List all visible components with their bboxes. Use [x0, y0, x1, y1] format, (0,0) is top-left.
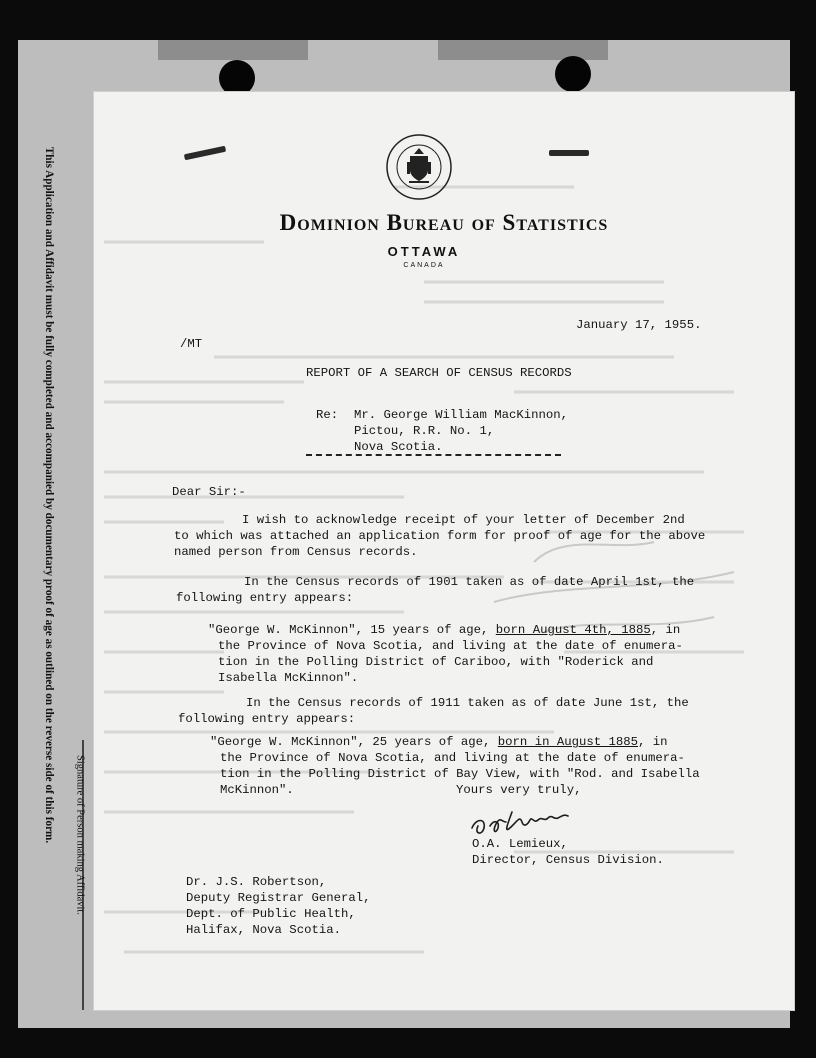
paragraph-line: following entry appears: [176, 591, 354, 605]
paragraph-line: following entry appears: [178, 712, 356, 726]
re-label: Re: [316, 408, 339, 422]
tape-strip [438, 40, 608, 60]
paper-clip-mark [549, 150, 589, 156]
entry-text: "George W. McKinnon", 25 years of age, [210, 735, 498, 749]
paragraph-line: Isabella McKinnon". [218, 671, 359, 685]
dashed-divider [306, 454, 561, 456]
organization-title: Dominion Bureau of Statistics [279, 210, 609, 235]
letter-date: January 17, 1955. [576, 318, 702, 332]
letterhead-country: CANADA [403, 262, 445, 269]
side-instruction-text: This Application and Affidavit must be fully completed and accompanied by documentary proof of age as outlined on the reverse side of this form. [43, 146, 55, 844]
seal-text [372, 143, 454, 165]
re-line: Pictou, R.R. No. 1, [354, 424, 495, 438]
paragraph-line: named person from Census records. [174, 545, 418, 559]
paragraph-line: the Province of Nova Scotia, and living at the date of enumera- [220, 751, 685, 765]
birth-date-underlined: born August 4th, 1885 [495, 623, 651, 637]
signer-name: O.A. Lemieux, [472, 837, 568, 851]
birth-date-underlined: born in August 1885 [497, 735, 639, 749]
letter-subject: REPORT OF A SEARCH OF CENSUS RECORDS [306, 366, 572, 380]
letter-page [94, 92, 794, 1010]
signer-title: Director, Census Division. [472, 853, 664, 867]
paragraph-line: In the Census records of 1901 taken as of date April 1st, the [244, 575, 695, 589]
re-line: Nova Scotia. [354, 440, 443, 454]
closing: Yours very truly, [456, 783, 582, 797]
punch-hole [555, 56, 591, 92]
addressee-line: Dept. of Public Health, [186, 907, 356, 921]
entry-text: "George W. McKinnon", 15 years of age, [208, 623, 496, 637]
signature-caption [68, 755, 92, 915]
census-entry-1911 [210, 734, 668, 750]
census-entry-1901 [208, 622, 680, 638]
paragraph-line: the Province of Nova Scotia, and living at the date of enumera- [218, 639, 683, 653]
letterhead-city: OTTAWA [387, 244, 461, 259]
reference-code: /MT [180, 337, 203, 351]
paragraph-line: to which was attached an application form for proof of age for the above [174, 529, 706, 543]
punch-hole [219, 60, 255, 96]
paragraph-line: tion in the Polling District of Cariboo, with "Roderick and [218, 655, 654, 669]
tape-strip [158, 40, 308, 60]
side-instruction [36, 130, 62, 860]
entry-text: , in [638, 735, 668, 749]
paragraph-line: In the Census records of 1911 taken as of date June 1st, the [246, 696, 689, 710]
entry-text: , in [650, 623, 681, 637]
re-line: Mr. George William MacKinnon, [354, 408, 569, 422]
salutation: Dear Sir:- [172, 485, 246, 499]
signature-text [468, 804, 469, 805]
addressee-line: Halifax, Nova Scotia. [186, 923, 341, 937]
signature-caption-text: Signature of Person making Affidavit. [74, 755, 86, 915]
paragraph-line: I wish to acknowledge receipt of your letter of December 2nd [242, 513, 685, 527]
paragraph-line: tion in the Polling District of Bay View, with "Rod. and Isabella [220, 767, 700, 781]
addressee-line: Deputy Registrar General, [186, 891, 371, 905]
handwritten-signature [468, 804, 588, 838]
addressee-line: Dr. J.S. Robertson, [186, 875, 327, 889]
paper-clip-mark [184, 146, 226, 161]
paragraph-line: McKinnon". [220, 783, 294, 797]
